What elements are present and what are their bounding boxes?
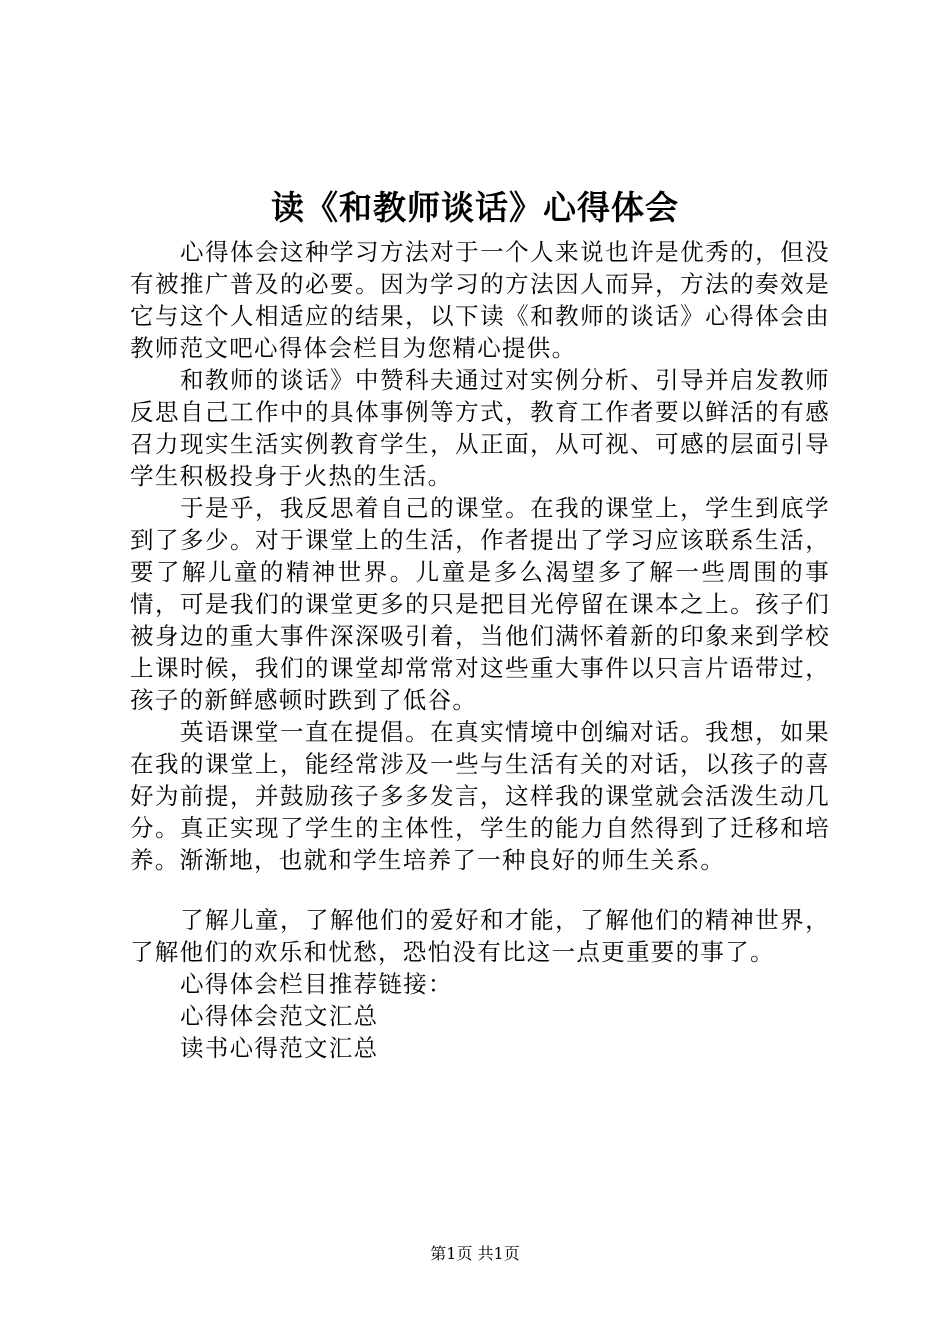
- links-heading: 心得体会栏目推荐链接：: [180, 970, 453, 998]
- body-paragraph: 于是乎，我反思着自己的课堂。在我的课堂上，学生到底学到了多少。对于课堂上的生活，作者提出了学习应该联系生活，要了解儿童的精神世界。儿童是多么渴望多了解一些周围的事情，可是我们的课堂更多的只是把目光停留在课本之上。孩子们被身边的重大事件深深吸引着，当他们满怀着新的印象来到学校上课时候，我们的课堂却常常对这些重大事件以只言片语带过，孩子的新鲜感顿时跌到了低谷。: [130, 494, 830, 714]
- paragraph-gap: [130, 876, 830, 904]
- document-body: [130, 236, 830, 1064]
- document-title: 读《和教师谈话》心得体会: [271, 188, 679, 227]
- recommended-link[interactable]: 读书心得范文汇总: [180, 1034, 379, 1062]
- closing-paragraph: 了解儿童，了解他们的爱好和才能，了解他们的精神世界，了解他们的欢乐和忧愁，恐怕没有比这一点更重要的事了。: [130, 906, 830, 966]
- page-number-footer: 第1页 共1页: [430, 1244, 520, 1263]
- body-paragraph: 和教师的谈话》中赞科夫通过对实例分析、引导并启发教师反思自己工作中的具体事例等方式，教育工作者要以鲜活的有感召力现实生活实例教育学生，从正面，从可视、可感的层面引导学生积极投身于火热的生活。: [130, 366, 830, 490]
- body-paragraph: 心得体会这种学习方法对于一个人来说也许是优秀的，但没有被推广普及的必要。因为学习的方法因人而异，方法的奏效是它与这个人相适应的结果，以下读《和教师的谈话》心得体会由教师范文吧心得体会栏目为您精心提供。: [130, 238, 830, 362]
- body-paragraph: 英语课堂一直在提倡。在真实情境中创编对话。我想，如果在我的课堂上，能经常涉及一些与生活有关的对话，以孩子的喜好为前提，并鼓励孩子多多发言，这样我的课堂就会活泼生动几分。真正实现了学生的主体性，学生的能力自然得到了迁移和培养。渐渐地，也就和学生培养了一种良好的师生关系。: [130, 718, 830, 874]
- recommended-link[interactable]: 心得体会范文汇总: [180, 1002, 379, 1030]
